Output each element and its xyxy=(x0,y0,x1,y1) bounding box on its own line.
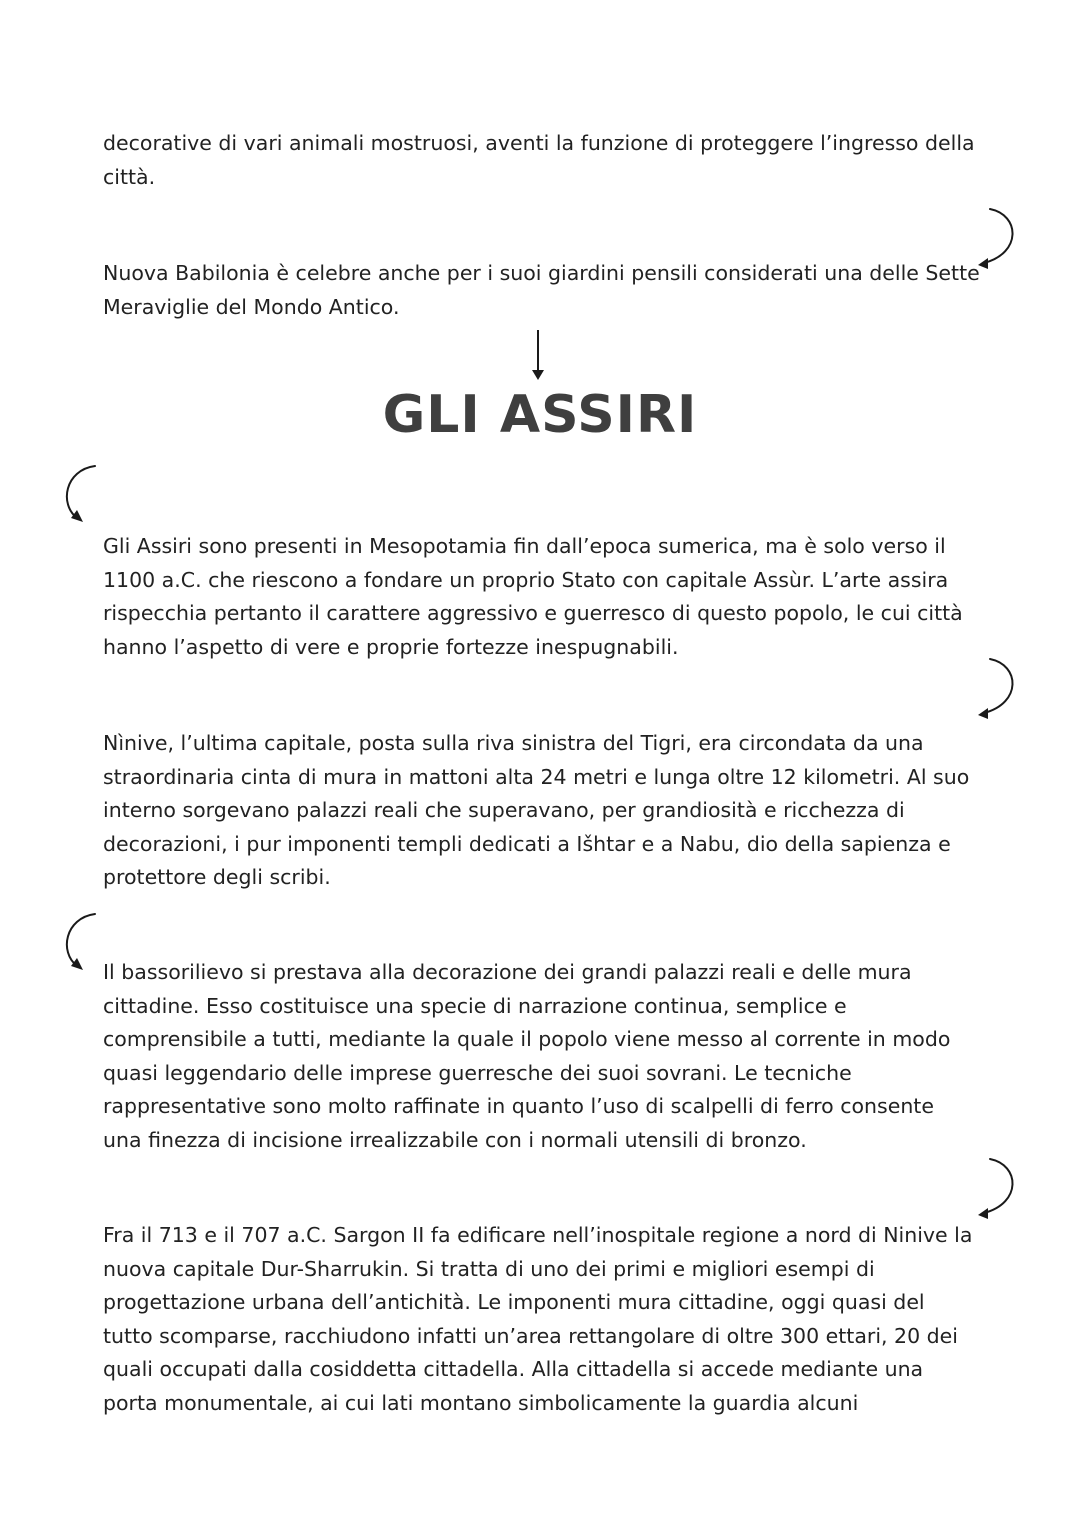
curved-arrow-left-icon xyxy=(55,460,115,530)
paragraph-babilonia-gardens: Nuova Babilonia è celebre anche per i suoi giardini pensili considerati una delle Sette Meraviglie del Mondo Antico. xyxy=(103,261,980,319)
paragraph-dur-sharrukin: Fra il 713 e il 707 a.C. Sargon II fa edificare nell’inospitale regione a nord di Ninive la nuova capitale Dur-Sharrukin. Si tratta di uno dei primi e migliori esempi di progettazione urbana dell’antichità. Le imponenti mura cittadine, oggi quasi del tutto scomparse, racchiudono infatti un’area rettangolare di oltre 300 ettari, 20 dei quali occupati dalla cosiddetta cittadella. Alla cittadella si accede mediante una porta monumentale, ai cui lati montano simbolicamente la guardia alcuni xyxy=(103,1223,973,1415)
paragraph-bassorilievo: Il bassorilievo si prestava alla decorazione dei grandi palazzi reali e delle mura cittadine. Esso costituisce una specie di narrazione continua, semplice e comprensibile a tutti, mediante la quale il popolo viene messo al corrente in modo quasi leggendario delle imprese guerresche dei suoi sovrani. Le tecniche rappresentative sono molto raffinate in quanto l’uso di scalpelli di ferro consente una finezza di incisione irrealizzabile con i normali utensili di bronzo. xyxy=(103,960,951,1152)
paragraph-intro-continuation: decorative di vari animali mostruosi, aventi la funzione di proteggere l’ingresso della città. xyxy=(103,131,975,189)
down-arrow-icon xyxy=(528,328,548,382)
section-heading-gli-assiri: GLI ASSIRI xyxy=(382,385,698,445)
paragraph-ninive: Nìnive, l’ultima capitale, posta sulla riva sinistra del Tigri, era circondata da una straordinaria cinta di mura in mattoni alta 24 metri e lunga oltre 12 kilometri. Al suo interno sorgevano palazzi reali che superavano, per grandiosità e ricchezza di decorazioni, i pur imponenti templi dedicati a Išhtar e a Nabu, dio della sapienza e protettore degli scribi. xyxy=(103,731,970,889)
curved-arrow-right-icon xyxy=(970,1155,1030,1225)
curved-arrow-right-icon xyxy=(970,655,1030,725)
paragraph-assiri-intro: Gli Assiri sono presenti in Mesopotamia fin dall’epoca sumerica, ma è solo verso il 1100 a.C. che riescono a fondare un proprio Stato con capitale Assùr. L’arte assira rispecchia pertanto il carattere aggressivo e guerresco di questo popolo, le cui città hanno l’aspetto di vere e proprie fortezze inespugnabili. xyxy=(103,534,963,659)
